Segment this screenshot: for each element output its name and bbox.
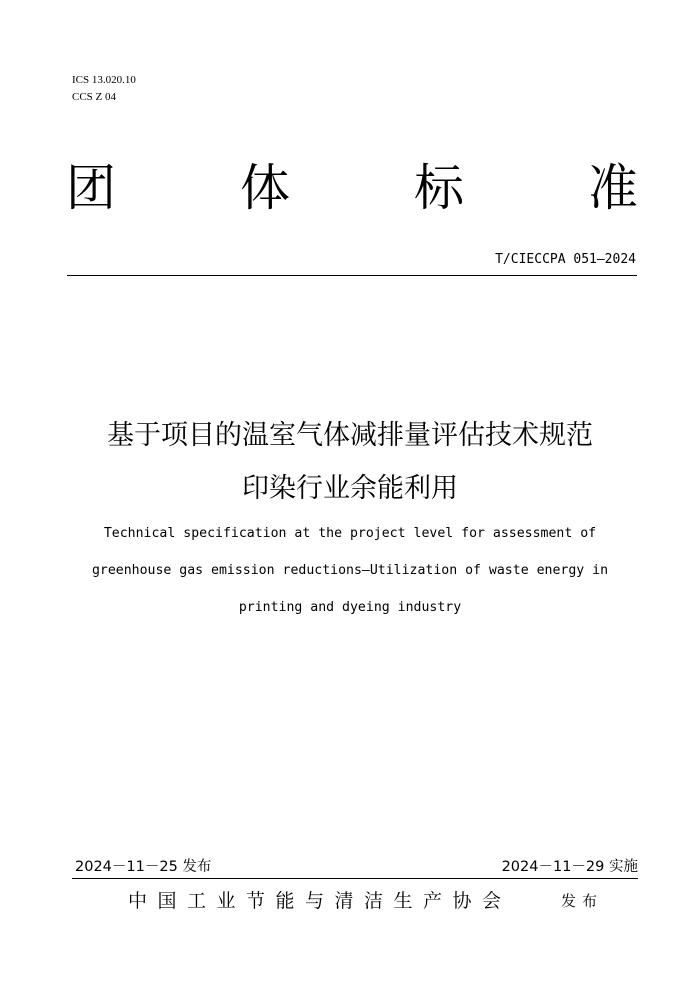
ccs-code: CCS Z 04 [72,91,117,103]
standard-type-char-2: 体 [240,159,290,217]
english-title-line-3: printing and dyeing industry [238,600,462,615]
publisher-name: 中国工业节能与清洁生产协会 [128,890,512,912]
chinese-title-line-1: 基于项目的温室气体减排量评估技术规范 [107,420,593,451]
standard-type-title [66,158,638,218]
english-title-line-2: greenhouse gas emission reductions—Utilization of waste energy in [91,563,609,578]
implement-date: 2024－11－29 实施 [501,859,638,875]
chinese-title-line-2: 印染行业余能利用 [242,473,458,504]
publisher-issue-label: 发布 [561,892,604,910]
standard-number: T/CIECCPA 051—2024 [495,252,636,267]
bottom-divider [72,878,638,879]
standard-codes [72,72,136,106]
publish-date: 2024－11－25 发布 [75,859,212,875]
standard-type-char-3: 标 [414,159,464,217]
english-title-line-1: Technical specification at the project level for assessment of [103,526,597,541]
standard-type-char-1: 团 [66,159,116,217]
top-divider [67,275,637,276]
standard-type-char-4: 准 [588,159,638,217]
ics-code: ICS 13.020.10 [72,74,136,86]
